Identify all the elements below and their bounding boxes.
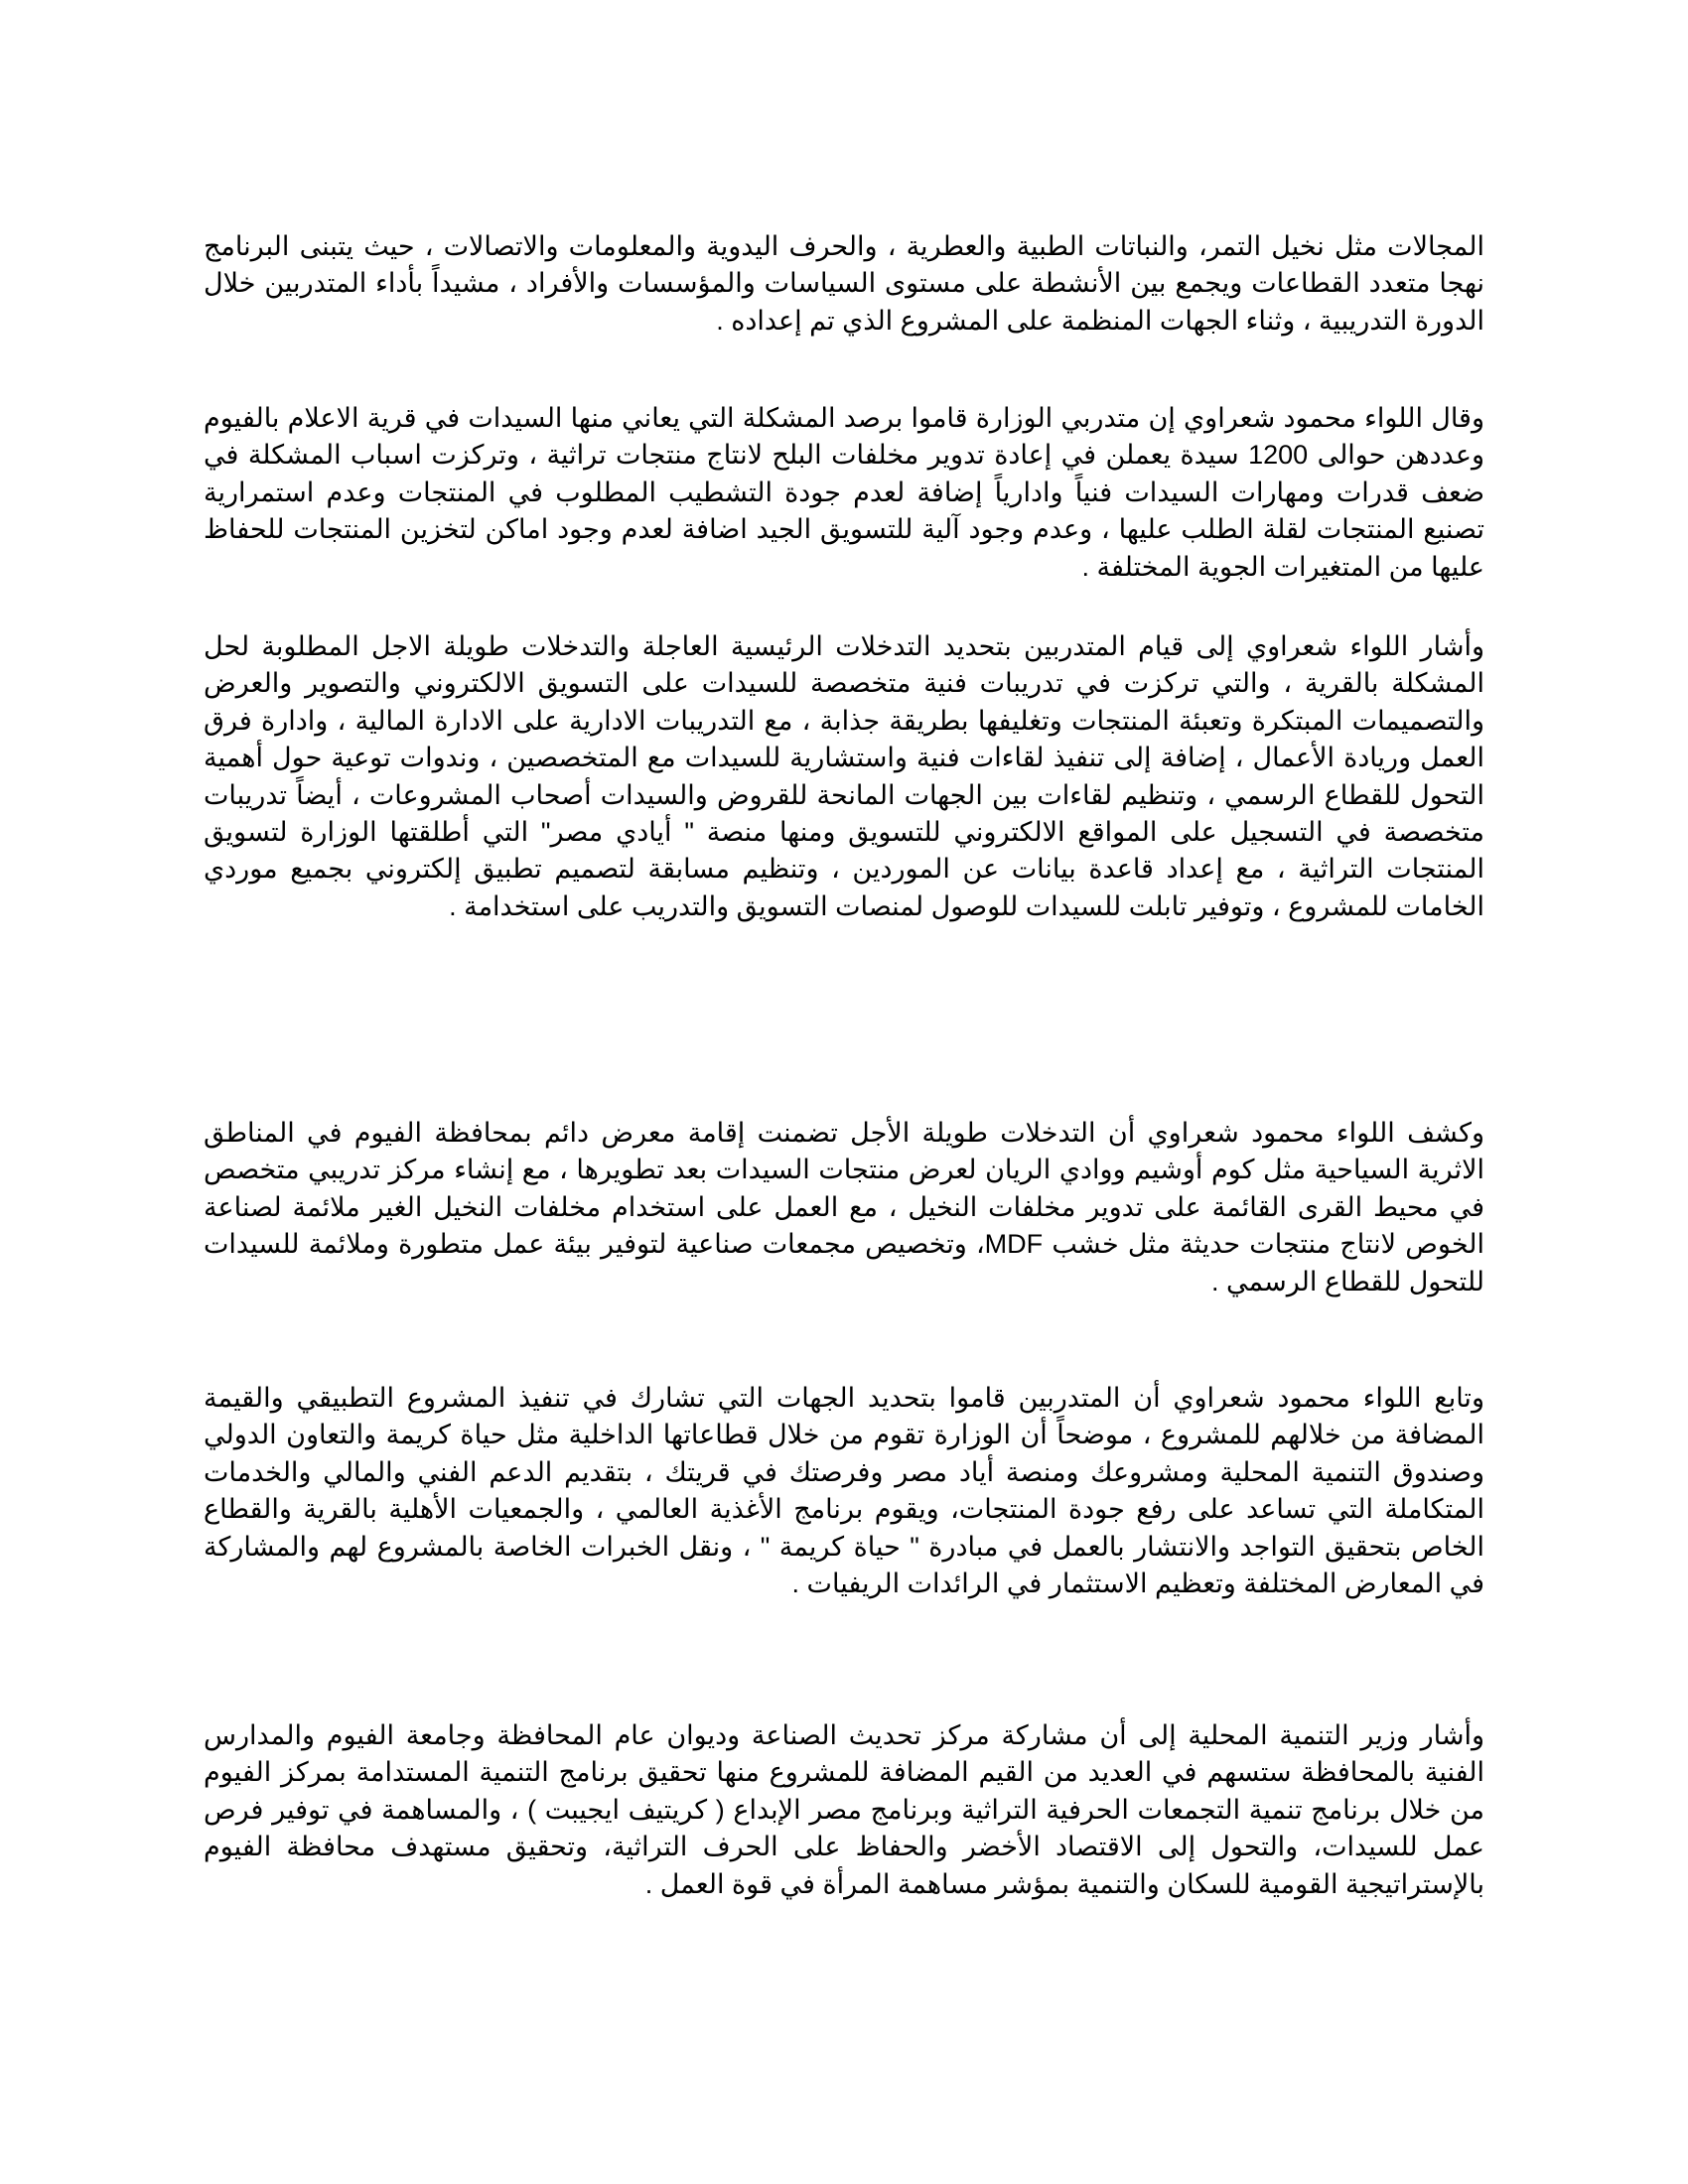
paragraph-participating-entities: وتابع اللواء محمود شعراوي أن المتدربين قاموا بتحديد الجهات التي تشارك في تنفيذ المشروع التطبيقي والقيمة المضافة من خلالهم للمشروع ، موضحاً أن الوزارة تقوم من خلال قطاعاتها الداخلية مثل حياة كريمة والتعاون الدولي وصندوق التنمية المحلية ومشروعك ومنصة أياد مصر وفرصتك في قريتك ، بتقديم الدعم الفني والمالي والخدمات المتكاملة التي تساعد على رفع جودة المنتجات، ويقوم برنامج الأغذية العالمي ، والجمعيات الأهلية بالقرية والقطاع الخاص بتحقيق التواجد والانتشار بالعمل في مبادرة " حياة كريمة " ، ونقل الخبرات الخاصة بالمشروع لهم والمشاركة في المعارض المختلفة وتعظيم الاستثمار في الرائدات الريفيات . (204, 1383, 1484, 1599)
paragraph-long-term-interventions: وكشف اللواء محمود شعراوي أن التدخلات طويلة الأجل تضمنت إقامة معرض دائم بمحافظة الفيوم في المناطق الاثرية السياحية مثل كوم أوشيم ووادي الريان لعرض منتجات السيدات بعد تطويرها ، مع إنشاء مركز تدريبي متخصص في محيط القرى القائمة على تدوير مخلفات النخيل ، مع العمل على استخدام مخلفات النخيل الغير ملائمة لصناعة الخوص لانتاج منتجات حديثة مثل خشب MDF، وتخصيص مجمعات صناعية لتوفير بيئة عمل متطورة وملائمة للسيدات للتحول للقطاع الرسمي . (204, 1118, 1484, 1297)
paragraph-problem-monitoring: وقال اللواء محمود شعراوي إن متدربي الوزارة قاموا برصد المشكلة التي يعاني منها السيدات في قرية الاعلام بالفيوم وعددهن حوالى 1200 سيدة يعملن في إعادة تدوير مخلفات البلح لانتاج منتجات تراثية ، وتركزت اسباب المشكلة في ضعف قدرات ومهارات السيدات فنياً وادارياً إضافة لعدم جودة التشطيب المطلوب في المنتجات وعدم استمرارية تصنيع المنتجات لقلة الطلب عليها ، وعدم وجود آلية للتسويق الجيد اضافة لعدم وجود اماكن لتخزين المنتجات للحفاظ عليها من المتغيرات الجوية المختلفة . (204, 403, 1484, 582)
paragraph-added-value: وأشار وزير التنمية المحلية إلى أن مشاركة مركز تحديث الصناعة وديوان عام المحافظة وجامعة الفيوم والمدارس الفنية بالمحافظة ستسهم في العديد من القيم المضافة للمشروع منها تحقيق برنامج التنمية المستدامة بمركز الفيوم من خلال برنامج تنمية التجمعات الحرفية التراثية وبرنامج مصر الإبداع ( كريتيف ايجيبت ) ، والمساهمة في توفير فرص عمل للسيدات، والتحول إلى الاقتصاد الأخضر والحفاظ على الحرف التراثية، وتحقيق مستهدف محافظة الفيوم بالإستراتيجية القومية للسكان والتنمية بمؤشر مساهمة المرأة في قوة العمل . (204, 1720, 1484, 1899)
paragraph-programme-sectors: المجالات مثل نخيل التمر، والنباتات الطبية والعطرية ، والحرف اليدوية والمعلومات والاتصالات ، حيث يتبنى البرنامج نهجا متعدد القطاعات ويجمع بين الأنشطة على مستوى السياسات والمؤسسات والأفراد ، مشيداً بأداء المتدربين خلال الدورة التدريبية ، وثناء الجهات المنظمة على المشروع الذي تم إعداده . (204, 231, 1484, 336)
paragraph-interventions: وأشار اللواء شعراوي إلى قيام المتدربين بتحديد التدخلات الرئيسية العاجلة والتدخلات طويلة الاجل المطلوبة لحل المشكلة بالقرية ، والتي تركزت في تدريبات فنية متخصصة للسيدات على التسويق الالكتروني والتصوير والعرض والتصميمات المبتكرة وتعبئة المنتجات وتغليفها بطريقة جذابة ، مع التدريبات الادارية على الادارة المالية ، وادارة فرق العمل وريادة الأعمال ، إضافة إلى تنفيذ لقاءات فنية واستشارية للسيدات مع المتخصصين ، وندوات توعية حول أهمية التحول للقطاع الرسمي ، وتنظيم لقاءات بين الجهات المانحة للقروض والسيدات أصحاب المشروعات ، أيضاً تدريبات متخصصة في التسجيل على المواقع الالكتروني للتسويق ومنها منصة " أيادي مصر" التي أطلقتها الوزارة لتسويق المنتجات التراثية ، مع إعداد قاعدة بيانات عن الموردين ، وتنظيم مسابقة لتصميم تطبيق إلكتروني بجميع موردي الخامات للمشروع ، وتوفير تابلت للسيدات للوصول لمنصات التسويق والتدريب على استخدامة . (204, 631, 1484, 921)
